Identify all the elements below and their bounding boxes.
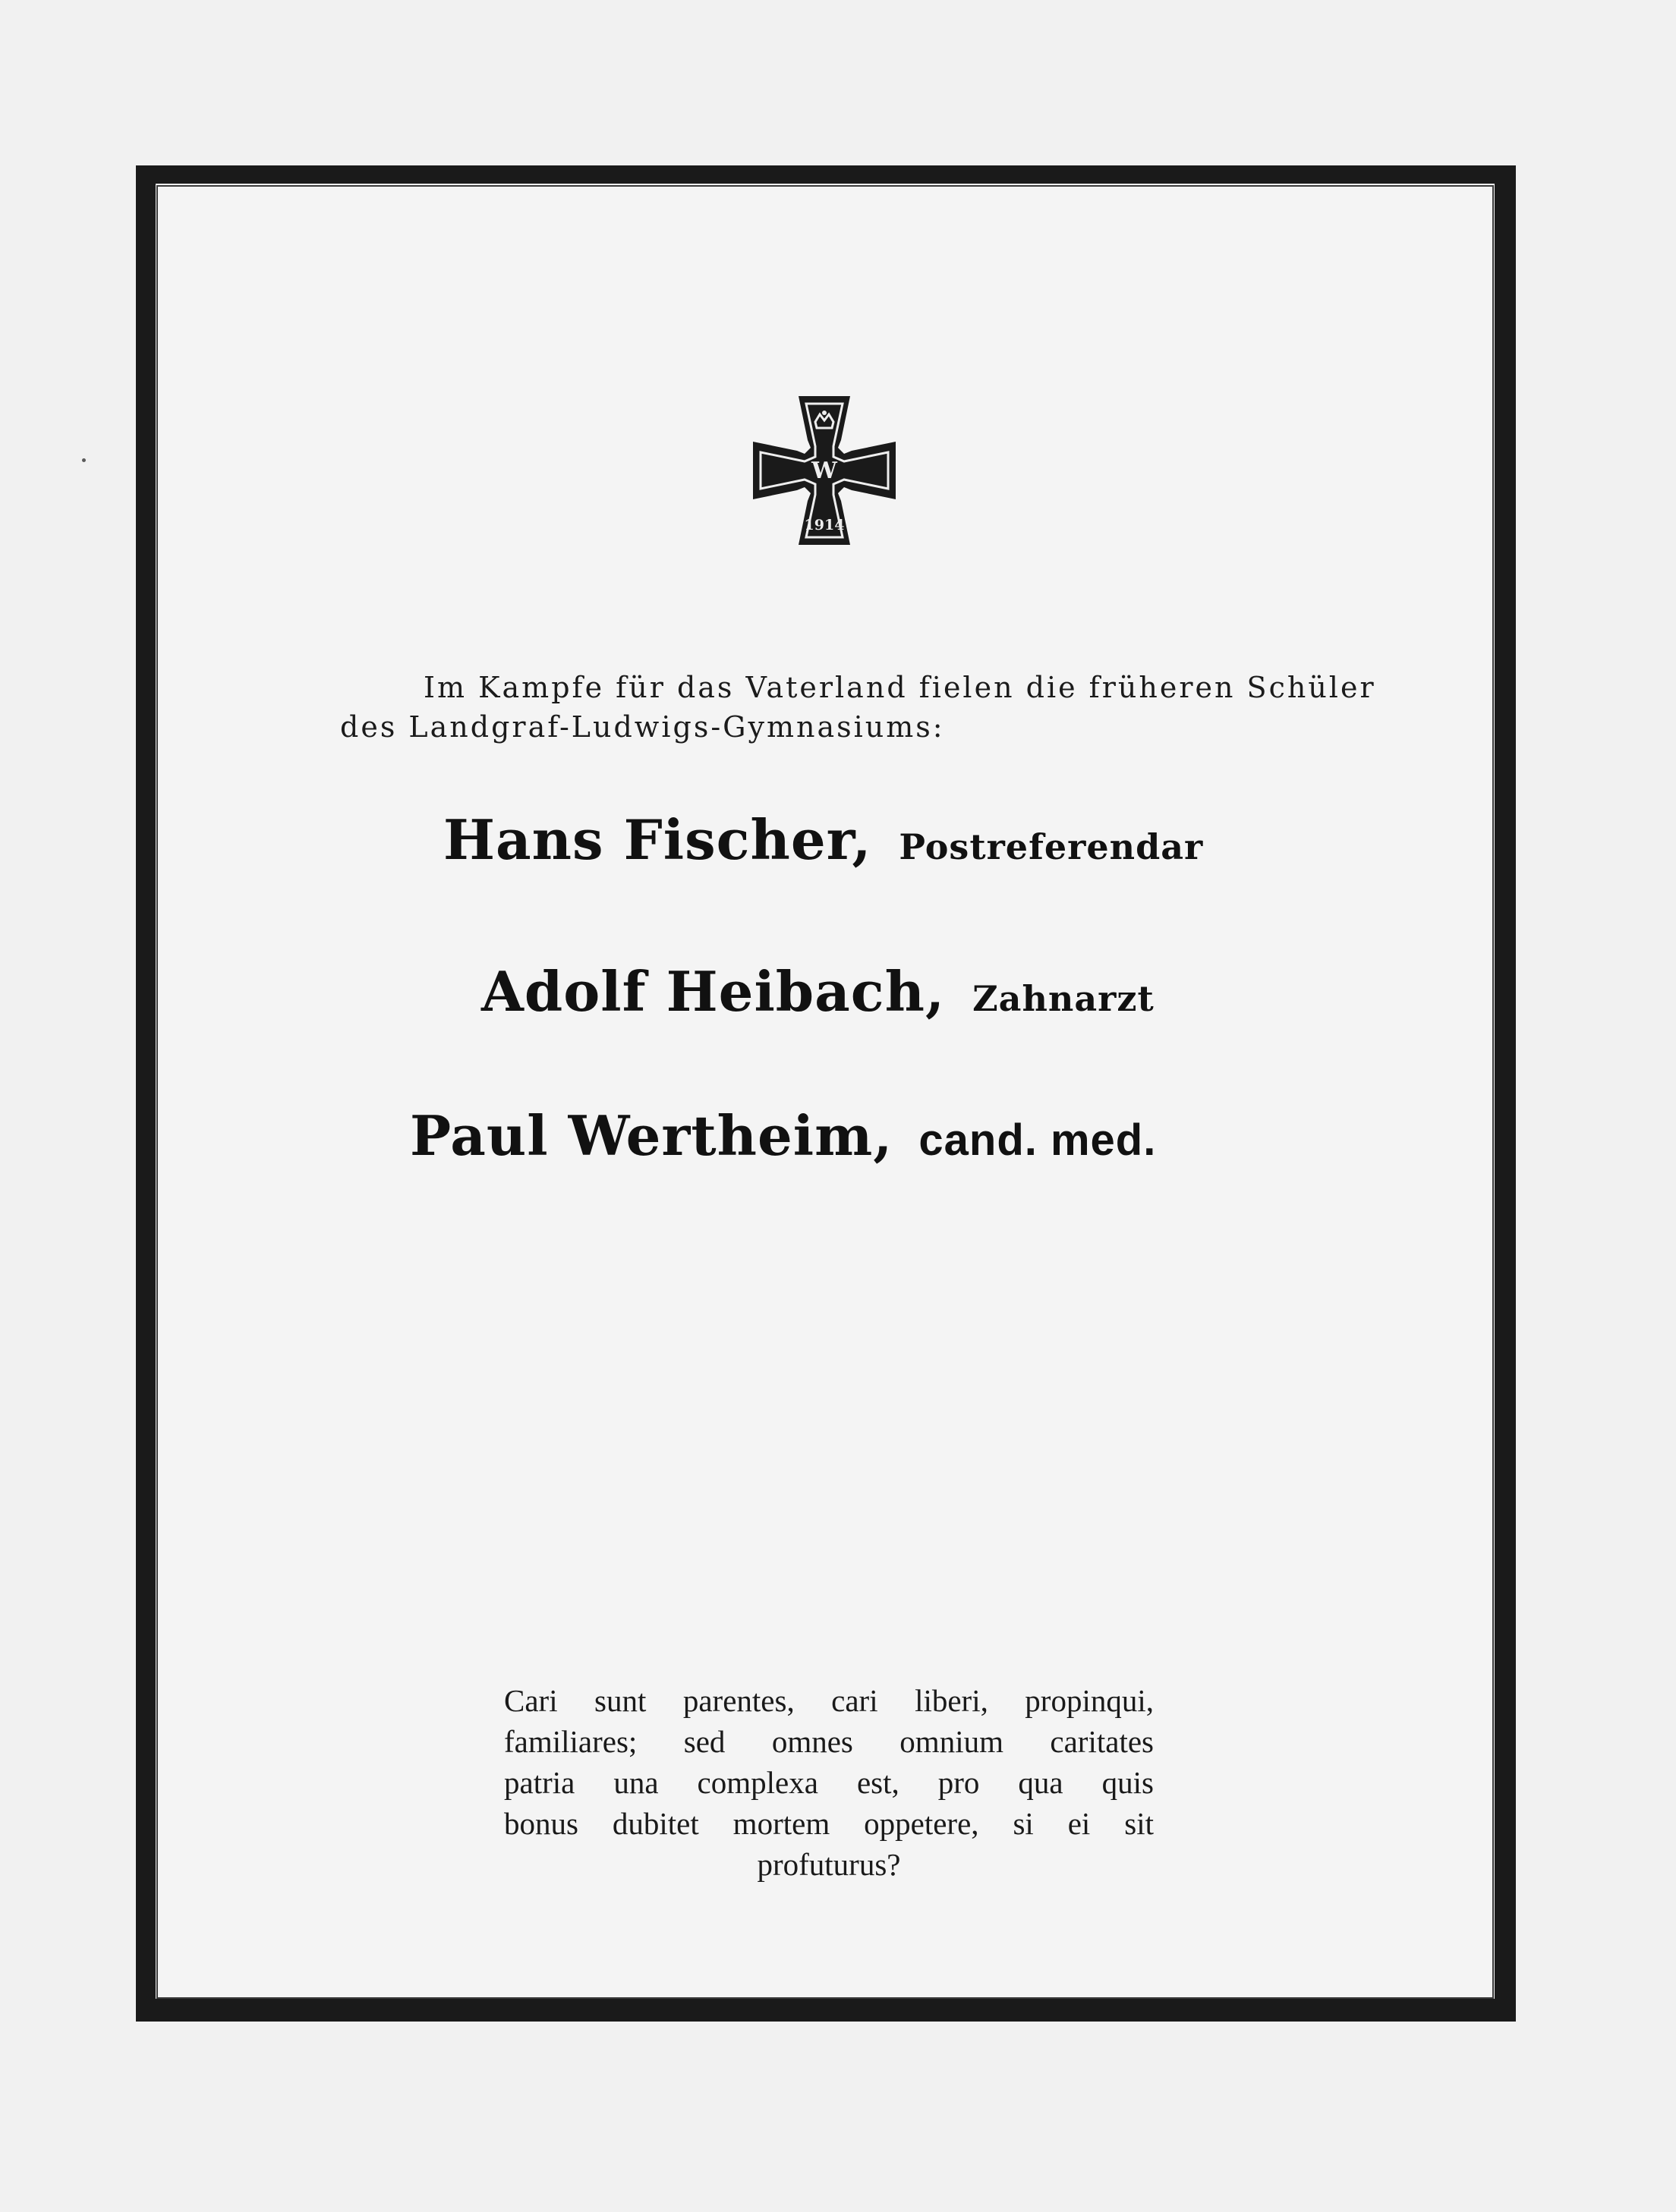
fallen-role: cand. med. <box>918 1115 1157 1165</box>
quote-line: patria una complexa est, pro qua quis <box>504 1765 1154 1800</box>
intro-text-line-2: des Landgraf-Ludwigs-Gymnasiums: <box>340 710 945 744</box>
paper-speck <box>82 458 86 462</box>
cross-year: 1914 <box>804 517 845 533</box>
fallen-entry <box>481 959 1155 1024</box>
cross-monogram: W <box>811 458 837 484</box>
fallen-name: Paul Wertheim, <box>410 1103 893 1168</box>
quote-line: bonus dubitet mortem oppetere, si ei sit <box>504 1806 1154 1841</box>
quote-line: Cari sunt parentes, cari liberi, propinqui, <box>504 1683 1154 1718</box>
fallen-role: Postreferendar <box>899 826 1204 867</box>
intro-text-line-1: Im Kampfe für das Vaterland fielen die früheren Schüler <box>424 671 1376 704</box>
fallen-name: Adolf Heibach, <box>481 959 946 1024</box>
fallen-role: Zahnarzt <box>972 978 1155 1019</box>
fallen-name: Hans Fischer, <box>443 807 872 872</box>
fallen-entry <box>443 807 1203 872</box>
fallen-entry <box>410 1103 1156 1168</box>
quote-line: familiares; sed omnes omnium caritates <box>504 1724 1154 1759</box>
quote-line: profuturus? <box>757 1847 901 1882</box>
latin-quote <box>504 1680 1154 1885</box>
iron-cross-emblem <box>750 393 899 548</box>
iron-cross-icon <box>750 393 899 548</box>
